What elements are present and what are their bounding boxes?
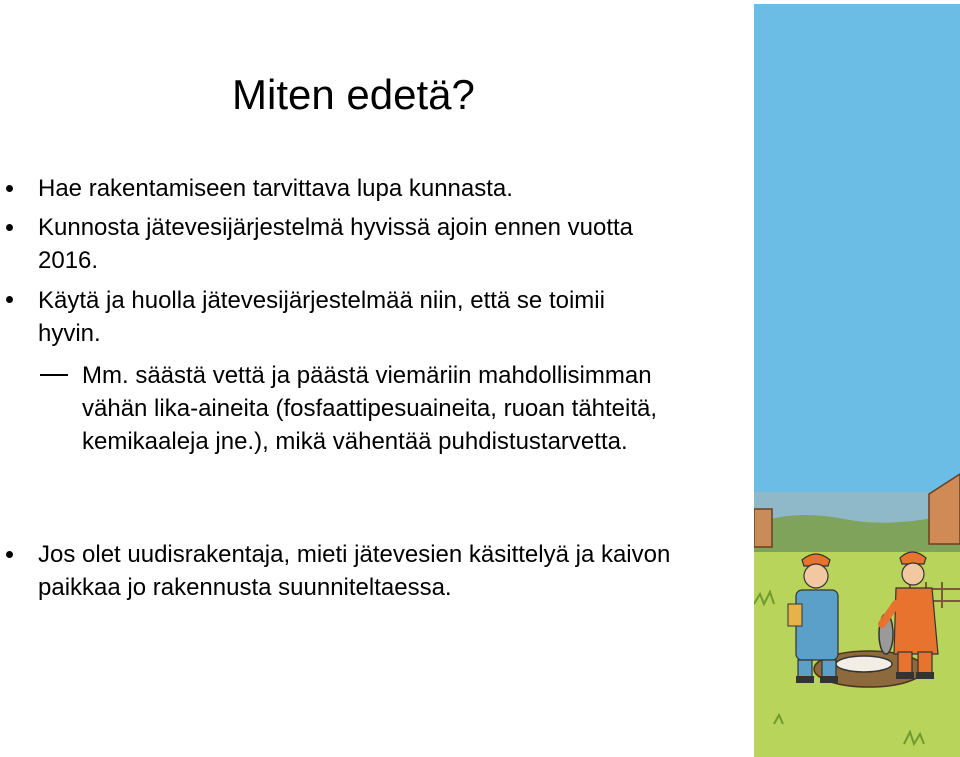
bullet-dot [6, 296, 13, 303]
bullet-4-text: Jos olet uudisrakentaja, mieti jätevesien käsittelyä ja kaivon paikkaa jo rakennusta suunniteltaessa. [38, 541, 671, 601]
sky [754, 4, 960, 504]
bullet-dot [6, 224, 13, 231]
slide-title: Miten edetä? [232, 71, 475, 118]
bullet-3-text: Käytä ja huolla jätevesijärjestelmää niin, että se toimii hyvin. [38, 287, 605, 347]
bullet-2-text: Kunnosta jätevesijärjestelmä hyvissä ajoin ennen vuotta 2016. [38, 214, 634, 274]
well-opening [836, 656, 892, 672]
sub-bullet-text: Mm. säästä vettä ja päästä viemäriin mahdollisimman vähän lika-aineita (fosfaattipesuaineita, ruoan tähteitä, kemikaaleja jne.), mikä vähentää puhdistustarvetta. [82, 362, 658, 455]
house-left [754, 509, 772, 547]
sub-bullet-dash [40, 374, 68, 376]
septic-well-illustration [754, 4, 960, 757]
bullet-dot [6, 551, 13, 558]
bullet-dot [6, 185, 13, 192]
bullet-1-text: Hae rakentamiseen tarvittava lupa kunnasta. [38, 175, 513, 202]
